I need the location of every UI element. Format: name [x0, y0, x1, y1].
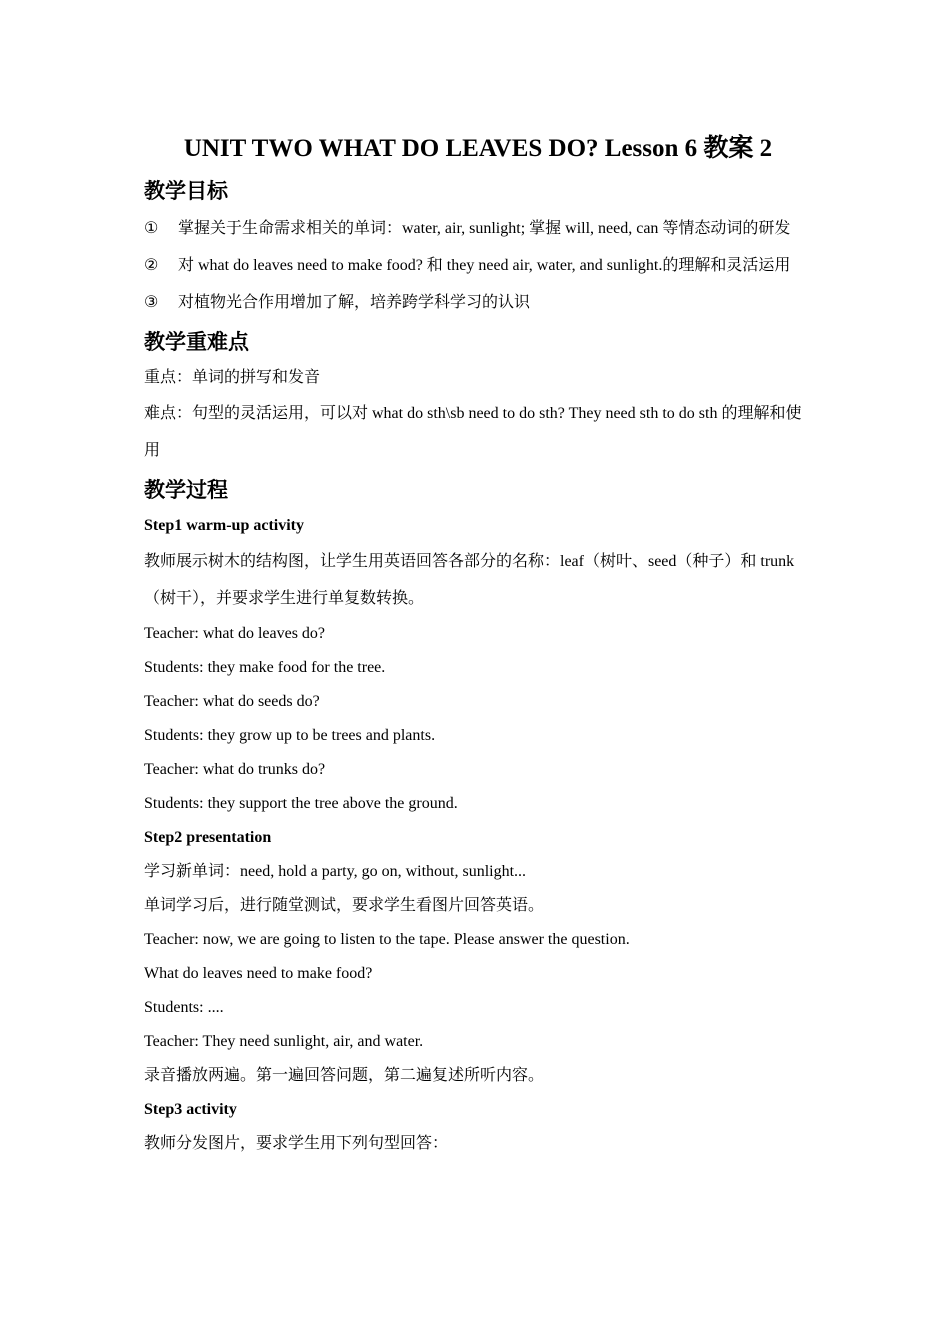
step2-heading: Step2 presentation — [144, 829, 272, 846]
step3-line: 教师分发图片，要求学生用下列句型回答： — [144, 1135, 449, 1152]
objective-item-1 — [144, 210, 812, 247]
step2-line: What do leaves need to make food? — [144, 965, 373, 982]
dialogue-line: Students: they make food for the tree. — [144, 659, 386, 676]
objective-text: 对 what do leaves need to make food? 和 they need air, water, and sunlight.的理解和灵活运用 — [178, 257, 791, 274]
objective-marker: ① — [144, 220, 159, 237]
step2-line: Students: .... — [144, 999, 224, 1016]
key-points-heading: 教学重难点 — [144, 330, 249, 354]
document-title: UNIT TWO WHAT DO LEAVES DO? Lesson 6 教案 2 — [183, 135, 773, 162]
objective-marker: ② — [144, 257, 159, 274]
dialogue-line: Teacher: what do trunks do? — [144, 761, 326, 778]
step3-heading: Step3 activity — [144, 1101, 237, 1118]
objective-text: 掌握关于生命需求相关的单词：water, air, sunlight; 掌握 will, need, can 等情态动词的研发 — [178, 220, 791, 237]
objective-item-2 — [144, 247, 812, 284]
objective-marker: ③ — [144, 294, 159, 311]
objective-text: 对植物光合作用增加了解，培养跨学科学习的认识 — [178, 294, 531, 311]
objectives-heading: 教学目标 — [144, 179, 228, 203]
step1-intro: 教师展示树木的结构图，让学生用英语回答各部分的名称：leaf（树叶、seed（种子）和 trunk（树干），并要求学生进行单复数转换。 — [144, 553, 795, 607]
objective-item-3 — [144, 284, 812, 321]
key-point-difficulty: 难点：句型的灵活运用，可以对 what do sth\sb need to do sth? They need sth to do sth 的理解和使用 — [144, 405, 802, 459]
step2-line: 单词学习后，进行随堂测试，要求学生看图片回答英语。 — [144, 897, 545, 914]
step2-line: 录音播放两遍。第一遍回答问题，第二遍复述所听内容。 — [144, 1067, 545, 1084]
dialogue-line: Students: they grow up to be trees and plants. — [144, 727, 436, 744]
dialogue-line: Students: they support the tree above the ground. — [144, 795, 458, 812]
document-content — [144, 130, 812, 1161]
dialogue-line: Teacher: what do leaves do? — [144, 625, 326, 642]
process-heading: 教学过程 — [144, 478, 228, 502]
step2-line: Teacher: They need sunlight, air, and water. — [144, 1033, 424, 1050]
key-point-focus: 重点：单词的拼写和发音 — [144, 369, 321, 386]
step1-heading: Step1 warm-up activity — [144, 517, 304, 534]
step2-line: 学习新单词：need, hold a party, go on, without, sunlight... — [144, 863, 527, 880]
step2-line: Teacher: now, we are going to listen to the tape. Please answer the question. — [144, 931, 630, 948]
dialogue-line: Teacher: what do seeds do? — [144, 693, 320, 710]
